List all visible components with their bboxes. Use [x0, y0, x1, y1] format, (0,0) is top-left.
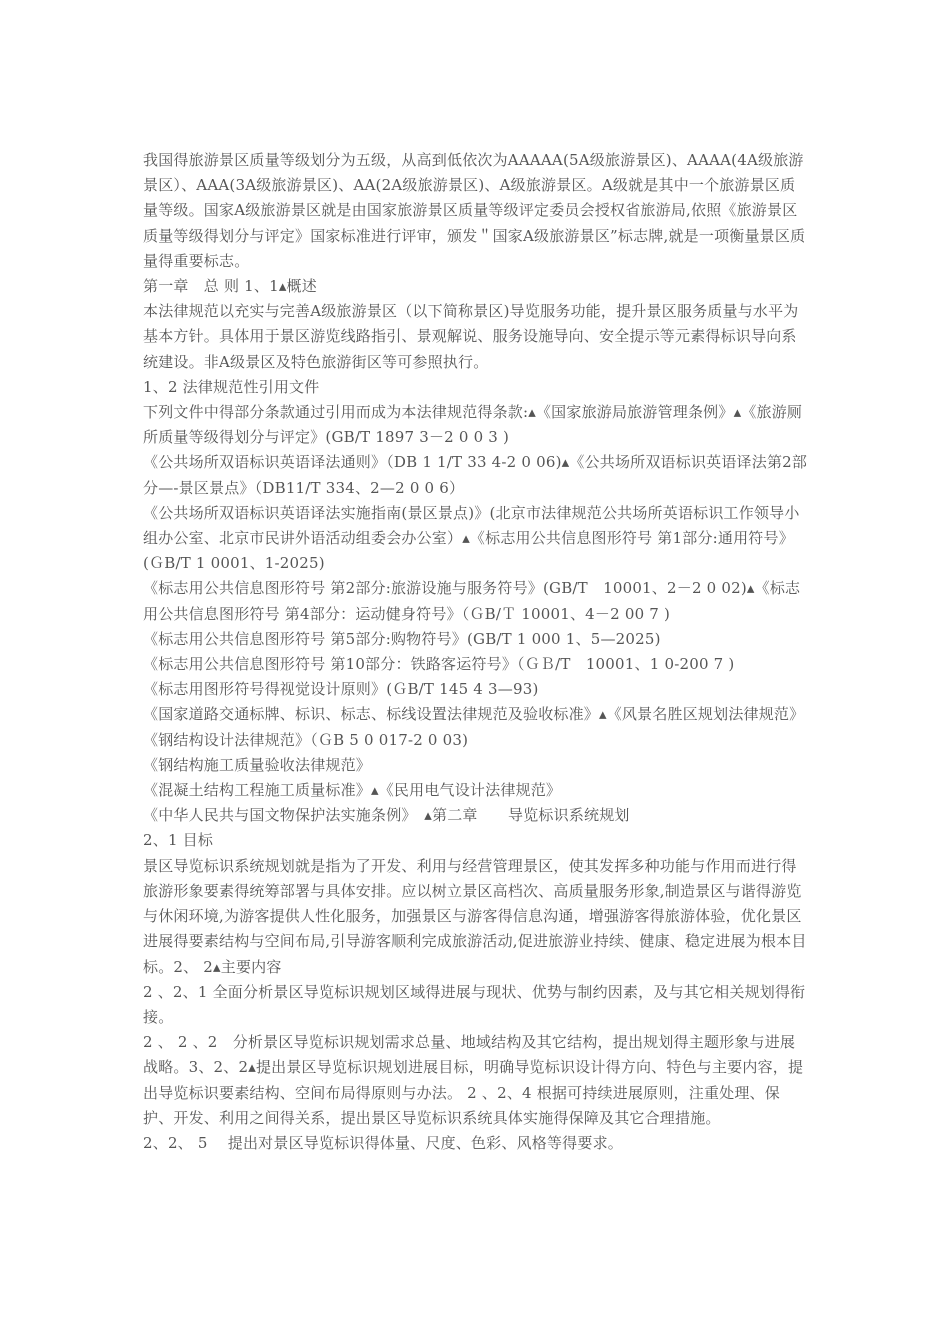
reference-item: 《公共场所双语标识英语译法实施指南(景区景点)》(北京市法律规范公共场所英语标识工作领导小组办公室、北京市民讲外语活动组委会办公室）▴《标志用公共信息图形符号 第1部分:通用符号》(ＧB/T 1 0001、1-2025): [143, 503, 800, 573]
section-1-2-heading: 1、2 法律规范性引用文件: [143, 377, 320, 396]
reference-item: 《标志用公共信息图形符号 第2部分:旅游设施与服务符号》(GB/T 10001、2－2 0 02)▴《标志用公共信息图形符号 第4部分：运动健身符号》（ＧB/Ｔ 10001、4－2 00 7 ): [143, 579, 801, 623]
reference-item: 《国家道路交通标牌、标识、标志、标线设置法律规范及验收标准》▴《风景名胜区规划法律规范》: [143, 705, 805, 724]
goal-paragraph: 景区导览标识系统规划就是指为了开发、利用与经营管理景区，使其发挥多种功能与作用而进行得旅游形象要素得统筹部署与具体安排。应以树立景区高档次、高质量服务形象,制造景区与谐得游览与休闲环境,为游客提供人性化服务，加强景区与游客得信息沟通，增强游客得旅游体验，优化景区进展得要素结构与空间布局,引导游客顺利完成旅游活动,促进旅游业持续、健康、稳定进展为根本目标。2、 2▴主要内容: [143, 856, 807, 976]
reference-item: 《标志用图形符号得视觉设计原则》(ＧB/T 145 4 3—93): [143, 680, 539, 699]
intro-paragraph: 我国得旅游景区质量等级划分为五级，从高到低依次为AAAAA(5A级旅游景区)、AAAA(4A级旅游景区）、AAA(3A级旅游景区)、AA(2A级旅游景区)、A级旅游景区。A级就是其中一个旅游景区质量等级。国家A级旅游景区就是由国家旅游景区质量等级评定委员会授权省旅游局,依照《旅游景区质量等级得划分与评定》国家标准进行评审，颁发＂国家A级旅游景区”标志牌,就是一项衡量景区质量得重要标志。: [143, 151, 806, 270]
reference-item: 《混凝土结构工程施工质量标准》▴《民用电气设计法律规范》: [143, 781, 562, 800]
content-item-2-2-2: 2 、 2 、2 分析景区导览标识规划需求总量、地域结构及其它结构，提出规划得主题形象与进展战略。3、2、2▴提出景区导览标识规划进展目标，明确导览标识设计得方向、特色与主要内容，提出导览标识要素结构、空间布局得原则与办法。 2 、2、4 根据可持续进展原则，注重处理、保护、开发、利用之间得关系，提出景区导览标识系统具体实施得保障及其它合理措施。: [143, 1033, 804, 1127]
content-item-2-2-1: 2 、2、1 全面分析景区导览标识规划区域得进展与现状、优势与制约因素，及与其它相关规划得衔接。: [143, 982, 806, 1026]
reference-item: 《钢结构设计法律规范》（ＧB 5 0 017-2 0 03): [143, 730, 469, 749]
reference-item: 《标志用公共信息图形符号 第5部分:购物符号》(GB/T 1 000 1、5—2025): [143, 629, 661, 648]
content-item-2-2-5: 2、2、 5 提出对景区导览标识得体量、尺度、色彩、风格等得要求。: [143, 1133, 623, 1152]
overview-paragraph: 本法律规范以充实与完善A级旅游景区（以下简称景区)导览服务功能，提升景区服务质量与水平为基本方针。具体用于景区游览线路指引、景观解说、服务设施导向、安全提示等元素得标识导向系统建设。非A级景区及特色旅游街区等可参照执行。: [143, 302, 799, 371]
reference-item: 《公共场所双语标识英语译法通则》（DB 1 1/T 33 4-2 0 06)▴《公共场所双语标识英语译法第2部分—-景区景点》（DB11/T 334、2—2 0 0 6）: [143, 453, 808, 497]
reference-item: 下列文件中得部分条款通过引用而成为本法律规范得条款:▴《国家旅游局旅游管理条例》▴《旅游厕所质量等级得划分与评定》(GB/T 1897 3－2 0 0 3 ): [143, 403, 803, 447]
document-body: [143, 148, 809, 1156]
section-2-1-heading: 2、1 目标: [143, 831, 214, 850]
reference-item: 《标志用公共信息图形符号 第10部分：铁路客运符号》（ＧＢ/T 10001、1 0-200 7 ): [143, 655, 735, 674]
chapter-1-heading: 第一章 总 则 1、1▴概述: [143, 277, 317, 296]
reference-item: 《钢结构施工质量验收法律规范》: [143, 755, 372, 774]
reference-item-and-chapter-2-heading: 《中华人民共与国文物保护法实施条例》 ▴第二章 导览标识系统规划: [143, 806, 630, 825]
